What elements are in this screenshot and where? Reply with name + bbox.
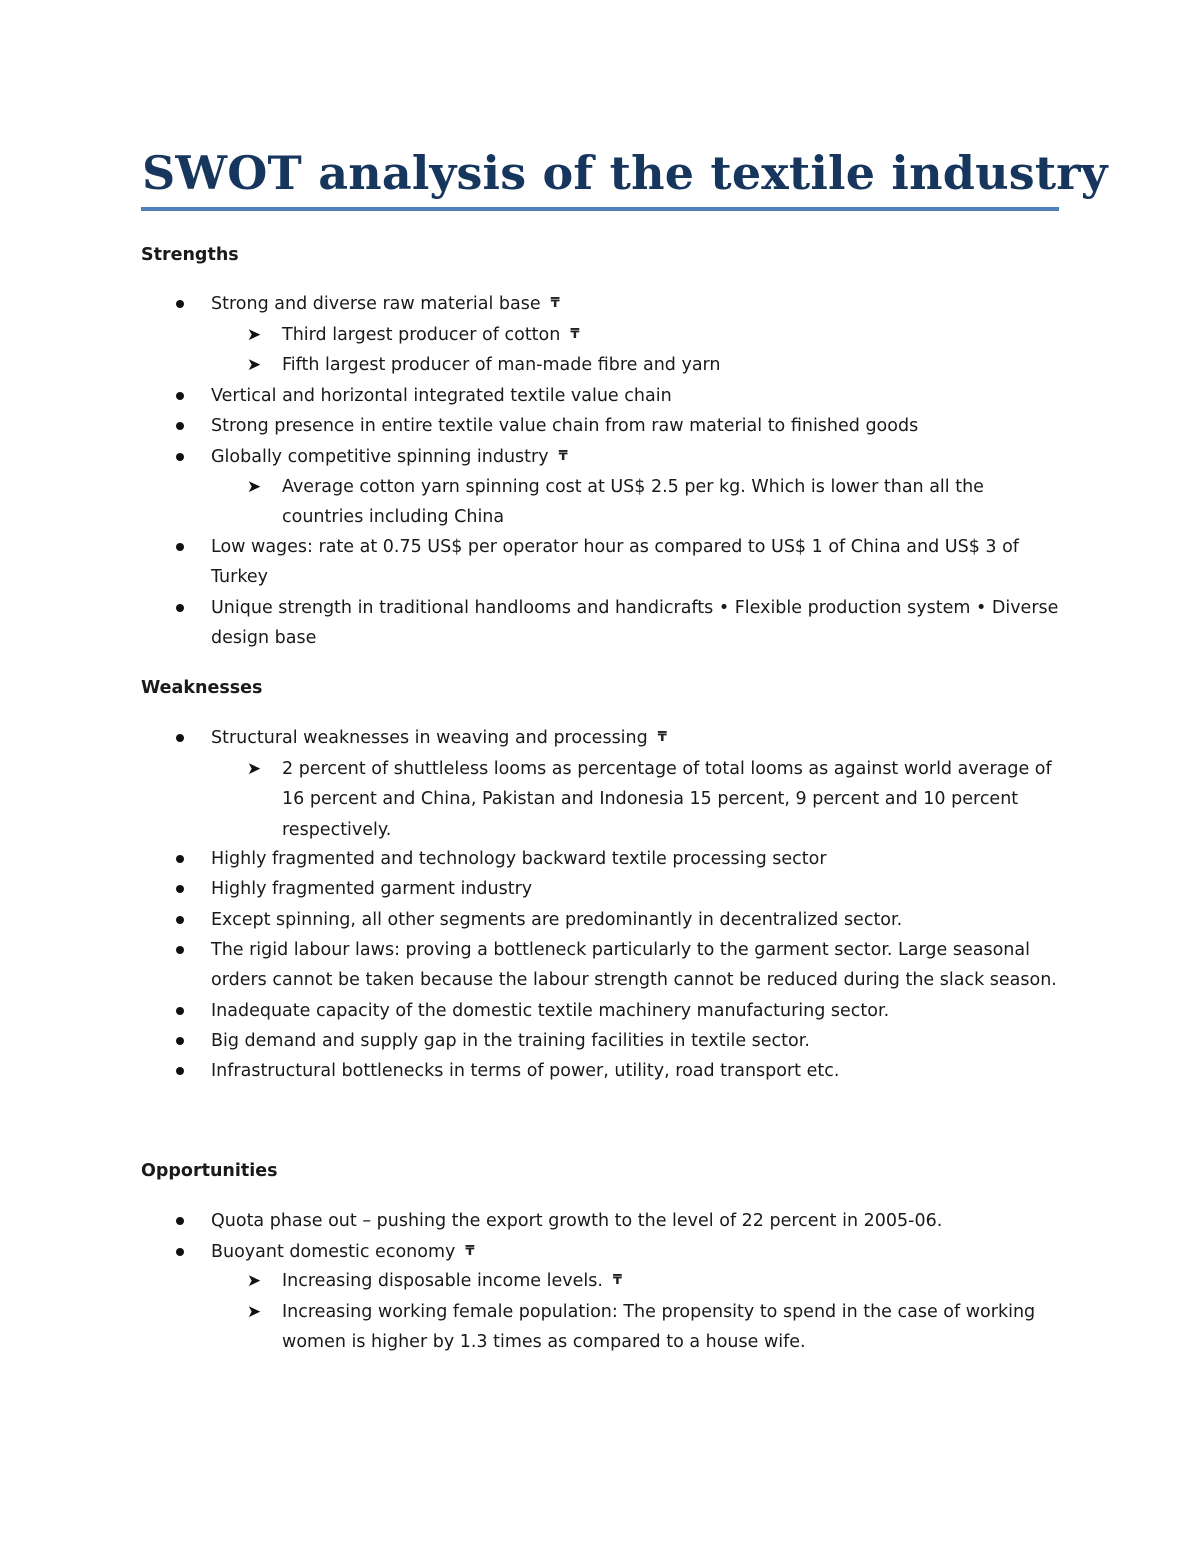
- list-item: [211, 445, 568, 469]
- list-item-text: Third largest producer of cotton: [282, 325, 561, 345]
- broken-symbol-glyph-icon: ₸: [570, 327, 580, 342]
- list-item: [211, 1240, 474, 1264]
- arrowhead-bullet-icon: ➤: [246, 325, 262, 345]
- arrowhead-bullet-icon: ➤: [246, 355, 262, 375]
- list-item: [211, 596, 1058, 620]
- list-item: [282, 323, 579, 347]
- list-item: [211, 908, 902, 932]
- filled-circle-bullet-icon: [172, 726, 192, 750]
- list-item-text: Globally competitive spinning industry: [211, 447, 549, 467]
- list-item-text: Inadequate capacity of the domestic textile machinery manufacturing sector.: [211, 1001, 890, 1021]
- list-item: [211, 726, 667, 750]
- filled-circle-bullet-icon: [172, 1209, 192, 1233]
- list-item: [282, 1330, 806, 1354]
- list-item-text: Average cotton yarn spinning cost at US$ 2.5 per kg. Which is lower than all the: [282, 477, 984, 497]
- filled-circle-bullet-icon: [172, 1059, 192, 1083]
- list-item: [211, 999, 889, 1023]
- list-item: [211, 938, 1030, 962]
- list-item: [282, 757, 1052, 781]
- list-item-text: Highly fragmented and technology backward textile processing sector: [211, 849, 827, 869]
- arrowhead-bullet-icon: ➤: [246, 1271, 262, 1291]
- list-item-text: Strong presence in entire textile value chain from raw material to finished goods: [211, 416, 919, 436]
- list-item: [211, 877, 532, 901]
- arrowhead-bullet-icon: ➤: [246, 1302, 262, 1322]
- list-item-text: Increasing working female population: The propensity to spend in the case of working: [282, 1302, 1036, 1322]
- heading-weaknesses: Weaknesses: [141, 678, 263, 698]
- list-item-text: Except spinning, all other segments are predominantly in decentralized sector.: [211, 910, 903, 930]
- list-item: [211, 565, 268, 589]
- broken-symbol-glyph-icon: ₸: [657, 730, 667, 745]
- list-item: [211, 414, 918, 438]
- list-item-text: Strong and diverse raw material base: [211, 294, 541, 314]
- broken-symbol-glyph-icon: ₸: [465, 1244, 475, 1259]
- list-item: [211, 1029, 810, 1053]
- heading-strengths: Strengths: [141, 245, 239, 265]
- list-item-text: 2 percent of shuttleless looms as percentage of total looms as against world average of: [282, 759, 1052, 779]
- list-item-text: Fifth largest producer of man-made fibre and yarn: [282, 355, 721, 375]
- filled-circle-bullet-icon: [172, 1029, 192, 1053]
- list-item-text: Big demand and supply gap in the training facilities in textile sector.: [211, 1031, 810, 1051]
- list-item: [211, 847, 827, 871]
- list-item: [211, 968, 1057, 992]
- broken-symbol-glyph-icon: ₸: [558, 449, 568, 464]
- list-item-text: Infrastructural bottlenecks in terms of power, utility, road transport etc.: [211, 1061, 840, 1081]
- list-item-text: design base: [211, 628, 317, 648]
- filled-circle-bullet-icon: [172, 938, 192, 962]
- list-item: [211, 384, 672, 408]
- broken-symbol-glyph-icon: ₸: [612, 1273, 622, 1288]
- list-item-text: Unique strength in traditional handlooms and handicrafts • Flexible production system • Diverse: [211, 598, 1059, 618]
- list-item: [211, 292, 560, 316]
- arrowhead-bullet-icon: ➤: [246, 477, 262, 497]
- list-item-text: 16 percent and China, Pakistan and Indonesia 15 percent, 9 percent and 10 percent: [282, 789, 1019, 809]
- list-item-text: Structural weaknesses in weaving and processing: [211, 728, 648, 748]
- list-item: [282, 1300, 1035, 1324]
- list-item: [211, 626, 316, 650]
- filled-circle-bullet-icon: [172, 292, 192, 316]
- list-item-text: Increasing disposable income levels.: [282, 1271, 603, 1291]
- filled-circle-bullet-icon: [172, 414, 192, 438]
- filled-circle-bullet-icon: [172, 847, 192, 871]
- filled-circle-bullet-icon: [172, 877, 192, 901]
- list-item-text: countries including China: [282, 507, 505, 527]
- list-item: [211, 1059, 839, 1083]
- list-item: [211, 1209, 942, 1233]
- list-item: [282, 475, 984, 499]
- filled-circle-bullet-icon: [172, 596, 192, 620]
- list-item: [282, 818, 391, 842]
- filled-circle-bullet-icon: [172, 445, 192, 469]
- list-item-text: orders cannot be taken because the labour strength cannot be reduced during the slack season.: [211, 970, 1057, 990]
- list-item: [282, 787, 1018, 811]
- list-item-text: respectively.: [282, 820, 392, 840]
- list-item-text: Buoyant domestic economy: [211, 1242, 456, 1262]
- list-item: [211, 535, 1019, 559]
- title-underline: [141, 207, 1059, 211]
- list-item-text: Low wages: rate at 0.75 US$ per operator hour as compared to US$ 1 of China and US$ 3 of: [211, 537, 1019, 557]
- list-item-text: Vertical and horizontal integrated textile value chain: [211, 386, 672, 406]
- list-item: [282, 353, 721, 377]
- filled-circle-bullet-icon: [172, 1240, 192, 1264]
- heading-opportunities: Opportunities: [141, 1161, 278, 1181]
- list-item: [282, 505, 504, 529]
- filled-circle-bullet-icon: [172, 384, 192, 408]
- list-item-text: Turkey: [211, 567, 268, 587]
- page-title: SWOT analysis of the textile industry: [142, 146, 1108, 200]
- broken-symbol-glyph-icon: ₸: [550, 296, 560, 311]
- list-item-text: Highly fragmented garment industry: [211, 879, 533, 899]
- list-item-text: Quota phase out – pushing the export growth to the level of 22 percent in 2005-06.: [211, 1211, 943, 1231]
- list-item-text: The rigid labour laws: proving a bottleneck particularly to the garment sector. Large seasonal: [211, 940, 1030, 960]
- filled-circle-bullet-icon: [172, 535, 192, 559]
- list-item-text: women is higher by 1.3 times as compared to a house wife.: [282, 1332, 806, 1352]
- filled-circle-bullet-icon: [172, 908, 192, 932]
- filled-circle-bullet-icon: [172, 999, 192, 1023]
- arrowhead-bullet-icon: ➤: [246, 759, 262, 779]
- list-item: [282, 1269, 622, 1293]
